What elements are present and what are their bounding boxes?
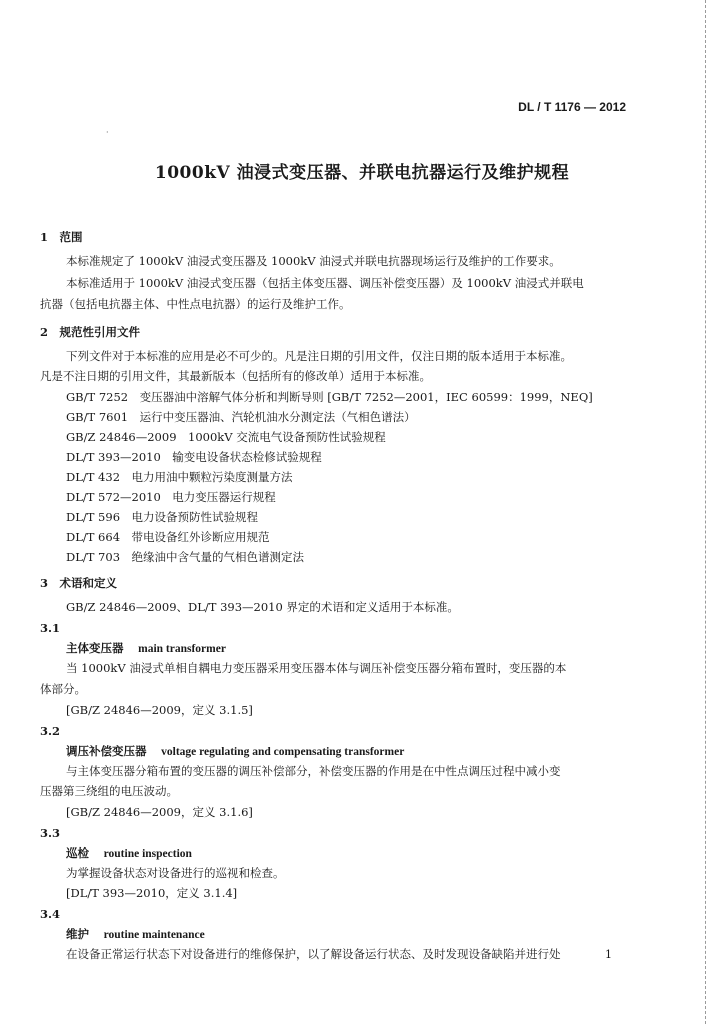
term-heading <box>66 744 404 759</box>
term-cn: 调压补偿变压器 <box>66 744 147 758</box>
reference-item: DL/T 393—2010 输变电设备状态检修试验规程 <box>66 450 322 464</box>
section-1-para-2-line-1: 本标准适用于 1000kV 油浸式变压器（包括主体变压器、调压补偿变压器）及 1000kV 油浸式并联电 <box>66 276 584 290</box>
reference-item: DL/T 572—2010 电力变压器运行规程 <box>66 490 276 504</box>
term-definition-line-1: 当 1000kV 油浸式单相自耦电力变压器采用变压器本体与调压补偿变压器分箱布置时，变压器的本 <box>66 661 567 675</box>
term-number: 3.1 <box>40 621 61 635</box>
term-number: 3.2 <box>40 724 61 738</box>
term-en: routine inspection <box>103 848 192 860</box>
scan-dot: · <box>106 128 109 137</box>
page-number: 1 <box>605 948 612 961</box>
term-number: 3.4 <box>40 907 61 921</box>
term-source: [DL/T 393—2010，定义 3.1.4] <box>66 886 238 900</box>
term-en: main transformer <box>138 643 226 655</box>
page-edge-dashed-line <box>705 0 706 1024</box>
term-definition-line-1: 在设备正常运行状态下对设备进行的维修保护，以了解设备运行状态、及时发现设备缺陷并进行处 <box>66 947 561 961</box>
reference-item: DL/T 703 绝缘油中含气量的气相色谱测定法 <box>66 550 305 564</box>
term-heading <box>66 641 226 656</box>
reference-item: GB/T 7601 运行中变压器油、汽轮机油水分测定法（气相色谱法） <box>66 410 416 424</box>
section-1-para-2-line-2: 抗器（包括电抗器主体、中性点电抗器）的运行及维护工作。 <box>40 297 351 311</box>
section-2-intro-line-2: 凡是不注日期的引用文件，其最新版本（包括所有的修改单）适用于本标准。 <box>40 369 431 383</box>
reference-item: DL/T 596 电力设备预防性试验规程 <box>66 510 259 524</box>
term-en: routine maintenance <box>103 929 205 941</box>
reference-item: DL/T 432 电力用油中颗粒污染度测量方法 <box>66 470 293 484</box>
section-2-heading: 2 规范性引用文件 <box>40 325 141 339</box>
term-cn: 巡检 <box>66 846 89 860</box>
term-en: voltage regulating and compensating transformer <box>161 746 405 758</box>
section-3-intro: GB/Z 24846—2009、DL/T 393—2010 界定的术语和定义适用于本标准。 <box>66 600 459 614</box>
term-source: [GB/Z 24846—2009，定义 3.1.5] <box>66 703 253 717</box>
section-1-para-1: 本标准规定了 1000kV 油浸式变压器及 1000kV 油浸式并联电抗器现场运行及维护的工作要求。 <box>66 254 561 268</box>
term-number: 3.3 <box>40 826 61 840</box>
term-cn: 维护 <box>66 927 89 941</box>
reference-item: DL/T 664 带电设备红外诊断应用规范 <box>66 530 270 544</box>
document-title: 1000kV 油浸式变压器、并联电抗器运行及维护规程 <box>154 163 570 183</box>
section-1-heading: 1 范围 <box>40 230 83 244</box>
standard-number: DL / T 1176 — 2012 <box>518 100 626 114</box>
term-definition-line-1: 与主体变压器分箱布置的变压器的调压补偿部分，补偿变压器的作用是在中性点调压过程中减小变 <box>66 764 561 778</box>
term-heading <box>66 927 205 942</box>
term-heading <box>66 846 192 861</box>
term-definition-line-1: 为掌握设备状态对设备进行的巡视和检查。 <box>66 866 285 880</box>
reference-item: GB/Z 24846—2009 1000kV 交流电气设备预防性试验规程 <box>66 430 386 444</box>
section-2-intro-line-1: 下列文件对于本标准的应用是必不可少的。凡是注日期的引用文件，仅注日期的版本适用于本标准。 <box>66 349 572 363</box>
term-source: [GB/Z 24846—2009，定义 3.1.6] <box>66 805 253 819</box>
section-3-heading: 3 术语和定义 <box>40 576 118 590</box>
term-definition-line-2: 体部分。 <box>40 682 86 696</box>
term-cn: 主体变压器 <box>66 641 124 655</box>
term-definition-line-2: 压器第三绕组的电压波动。 <box>40 784 178 798</box>
reference-item: GB/T 7252 变压器油中溶解气体分析和判断导则 [GB/T 7252—2001，IEC 60599：1999，NEQ] <box>66 390 593 404</box>
